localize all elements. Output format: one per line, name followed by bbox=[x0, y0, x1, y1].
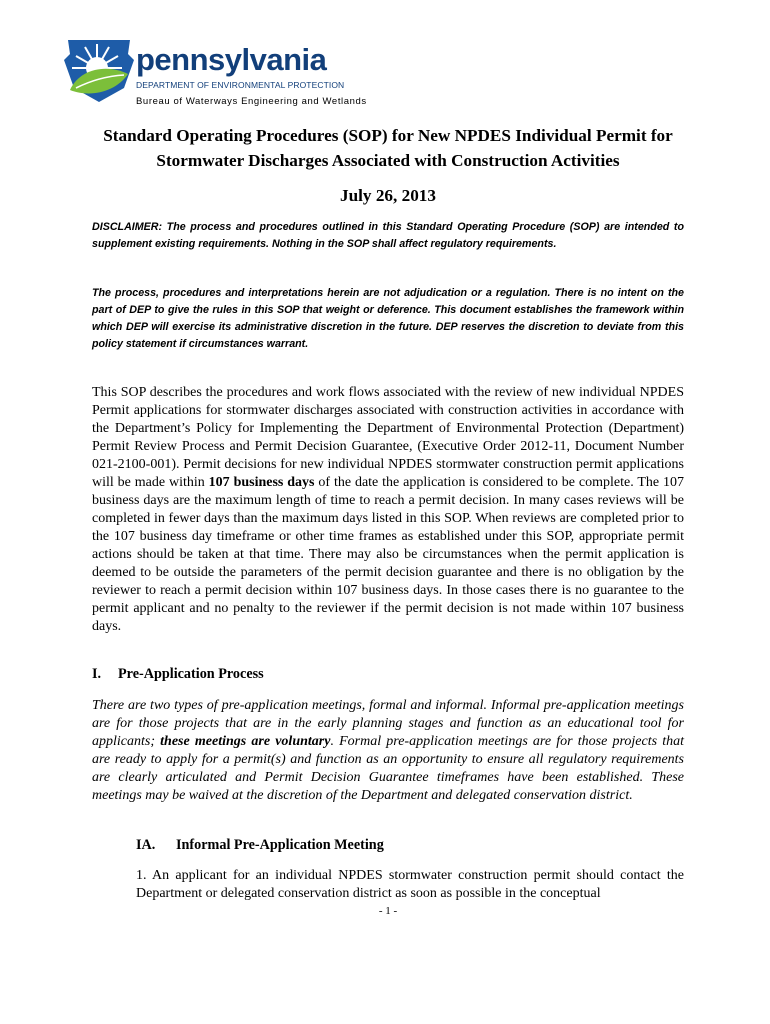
intro-text-1: This SOP describes the procedures and work flows associated with the review of new individual NPDES Permit applications for stormwater discharges associated with construction activities in accordance with the Department’s Policy for Implementing the Department of Environmental Protection (Department) Permit Review Process and Permit Decision Guarantee, (Executive Order 2012-11, Document Number 021-2100-001). Permit decisions for new individual NPDES stormwater construction permit applications will be made within bbox=[92, 385, 684, 490]
section-1-bold-text: these meetings are voluntary bbox=[160, 734, 331, 749]
section-title: Pre-Application Process bbox=[118, 666, 264, 682]
disclaimer-paragraph-1: DISCLAIMER: The process and procedures outlined in this Standard Operating Procedure (SOP) are intended to supplement existing requirements. Nothing in the SOP shall affect regulatory requirements. bbox=[92, 221, 684, 250]
title-line-1: Standard Operating Procedures (SOP) for New NPDES Individual Permit for bbox=[103, 126, 673, 145]
intro-text-2: of the date the application is considered to be complete. The 107 business days are the maximum length of time to reach a permit decision. In many cases reviews will be completed in fewer days than the maximum days listed in this SOP. When reviews are completed prior to the 107 business day timeframe or other time frames as established under this SOP, appropriate permit actions should be taken at that time. There may also be circumstances when the permit application is deemed to be outside the parameters of the permit decision guarantee and there is no obligation by the reviewer to reach a permit decision within 107 business days. In those cases there is no guarantee to the permit applicant and no penalty to the reviewer if the permit decision is not made within 107 business days. bbox=[92, 475, 685, 634]
title-line-2: Stormwater Discharges Associated with Construction Activities bbox=[156, 151, 620, 170]
section-number: I. bbox=[92, 666, 102, 682]
list-item: 1. An applicant for an individual NPDES stormwater construction permit should contact the Department or delegated conservation district as soon as possible in the conceptual bbox=[136, 868, 684, 901]
document-date: July 26, 2013 bbox=[340, 186, 436, 205]
section-1-paragraph bbox=[92, 697, 684, 805]
department-name: DEPARTMENT OF ENVIRONMENTAL PROTECTION bbox=[136, 80, 345, 90]
keystone-sun-leaf-icon bbox=[64, 38, 134, 104]
section-1-text-1: There are two types of pre-application meetings, formal and informal. Informal pre-application meetings are for those projects that are in the early planning stages and function as an educational tool for applicants; bbox=[92, 698, 684, 749]
subsection-number: IA. bbox=[136, 837, 156, 853]
disclaimer-paragraph-2: The process, procedures and interpretations herein are not adjudication or a regulation. There is no intent on the part of DEP to give the rules in this SOP that weight or deference. This document establishes the framework within which DEP will exercise its administrative discretion in the future. DEP reserves the discretion to deviate from this policy statement if circumstances warrant. bbox=[92, 287, 684, 350]
subsection-heading-1a bbox=[136, 837, 384, 854]
subsection-title: Informal Pre-Application Meeting bbox=[176, 837, 384, 853]
intro-paragraph bbox=[92, 384, 684, 636]
page-number: - 1 - bbox=[378, 905, 398, 917]
section-heading-1 bbox=[92, 666, 264, 683]
section-1-text-2: . Formal pre-application meetings are for those projects that are ready to apply for a permit(s) and function as an opportunity to ensure all regulatory requirements are clearly articulated and Permit Decision Guarantee timeframes have been established. These meetings may be waived at the discretion of the Department and delegated conservation district. bbox=[92, 734, 684, 803]
brand-wordmark: pennsylvania bbox=[136, 42, 327, 77]
intro-bold-text: 107 business days bbox=[208, 475, 315, 490]
document-title bbox=[90, 123, 686, 173]
bureau-name: Bureau of Waterways Engineering and Wetlands bbox=[136, 96, 367, 107]
